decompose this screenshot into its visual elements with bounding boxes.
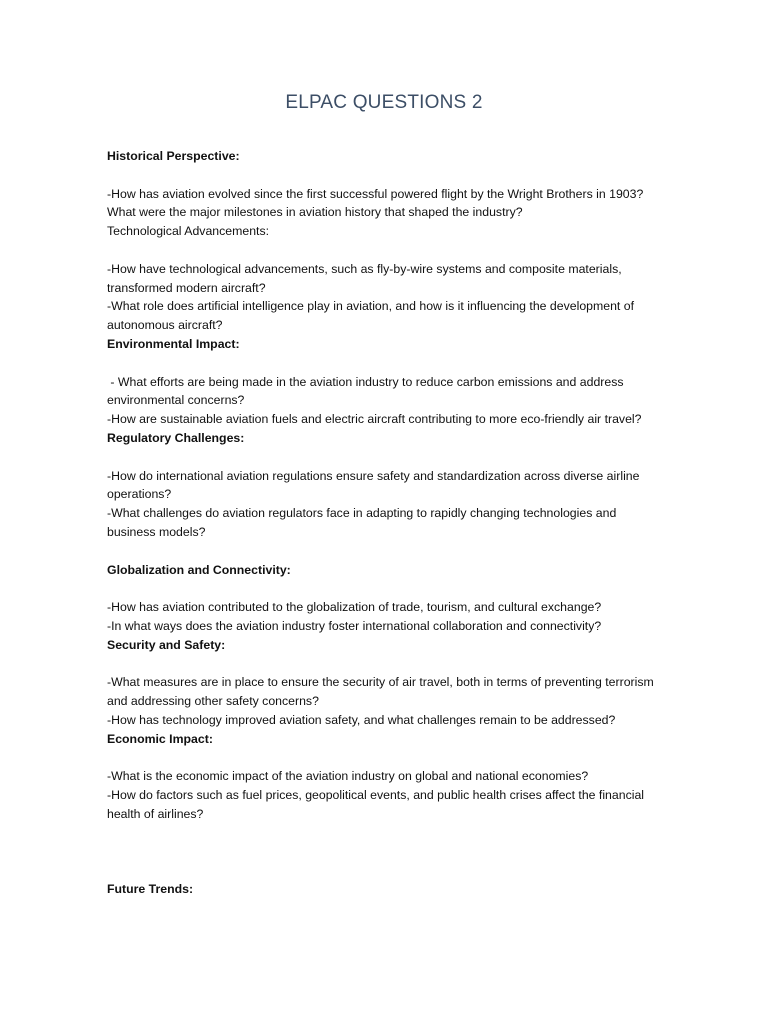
question-regulatory-1: -How do international aviation regulations ensure safety and standardization across diverse airline operations?	[107, 468, 640, 502]
question-economic-2: -How do factors such as fuel prices, geopolitical events, and public health crises affect the financial health of airlines?	[107, 788, 645, 821]
question-environmental-2: -How are sustainable aviation fuels and electric aircraft contributing to more eco-friendly air travel?	[107, 412, 642, 427]
heading-technological-advancements: Technological Advancements:	[107, 224, 270, 239]
spacer	[107, 354, 667, 373]
heading-globalization-connectivity: Globalization and Connectivity:	[107, 562, 291, 577]
heading-regulatory-challenges: Regulatory Challenges:	[107, 430, 245, 445]
heading-economic-impact: Economic Impact:	[107, 731, 213, 746]
spacer	[107, 448, 667, 467]
question-security-1: -What measures are in place to ensure the security of air travel, both in terms of preventing terrorism and addressing other safety concerns?	[107, 675, 654, 709]
document-body	[107, 147, 667, 899]
spacer	[107, 579, 667, 598]
spacer	[107, 842, 667, 861]
heading-historical-perspective: Historical Perspective:	[107, 149, 240, 163]
heading-environmental-impact: Environmental Impact:	[107, 336, 240, 351]
heading-future-trends: Future Trends:	[107, 882, 194, 897]
spacer	[107, 655, 667, 674]
question-globalization-1: -How has aviation contributed to the globalization of trade, tourism, and cultural exchange?	[107, 600, 602, 615]
spacer	[107, 166, 667, 185]
page-title: ELPAC QUESTIONS 2	[285, 92, 483, 113]
heading-security-safety: Security and Safety:	[107, 637, 226, 652]
spacer	[107, 542, 667, 561]
spacer	[107, 861, 667, 880]
question-globalization-2: -In what ways does the aviation industry foster international collaboration and connectivity?	[107, 618, 602, 633]
spacer	[107, 749, 667, 768]
spacer	[107, 241, 667, 260]
spacer	[107, 824, 667, 843]
question-environmental-1: - What efforts are being made in the aviation industry to reduce carbon emissions and address environmental concerns?	[107, 374, 627, 408]
question-economic-1: -What is the economic impact of the aviation industry on global and national economies?	[107, 769, 589, 784]
question-historical-1: -How has aviation evolved since the first successful powered flight by the Wright Brothers in 1903? What were the major milestones in aviation history that shaped the industry?	[107, 186, 644, 220]
question-security-2: -How has technology improved aviation safety, and what challenges remain to be addressed?	[107, 712, 616, 727]
question-regulatory-2: -What challenges do aviation regulators face in adapting to rapidly changing technologies and business models?	[107, 506, 617, 539]
question-technological-1: -How have technological advancements, such as fly-by-wire systems and composite materials, transformed modern aircraft?	[107, 261, 622, 295]
question-technological-2: -What role does artificial intelligence play in aviation, and how is it influencing the development of autonomous aircraft?	[107, 299, 635, 333]
